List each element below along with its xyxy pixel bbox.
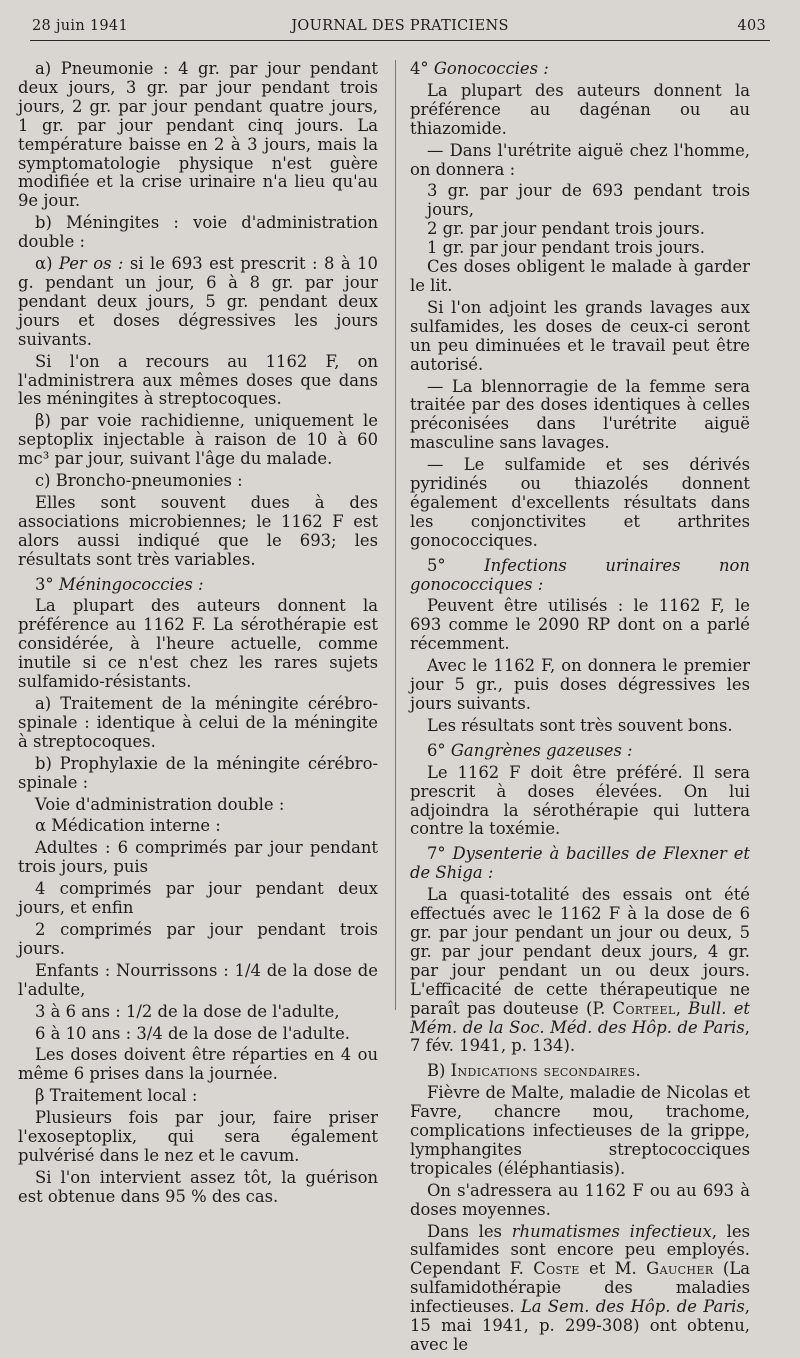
text-i: , 15 mai 1941, p. 299-308) ont obtenu, avec le <box>410 1297 750 1354</box>
text-c: , les sulfamides sont encore peu employés. Cependant F. <box>410 1221 750 1279</box>
citation-date: , 7 fév. 1941, p. 134). <box>410 1017 750 1056</box>
dose-line-3: 1 gr. par jour pendant trois jours. <box>427 238 705 258</box>
paragraph-lavages: Si l'on adjoint les grands lavages aux sulfamides, les doses de ceux-ci seront un peu diminuées et le travail peut être autorisé. <box>410 297 750 374</box>
paragraph-medication: α Médication interne : <box>35 816 221 836</box>
text-alpha: α) <box>35 254 59 274</box>
section-title: Infections urinaires non gonococciques : <box>410 555 750 594</box>
paragraph-4-comprimes: 4 comprimés par jour pendant deux jours, et enfin <box>18 879 378 918</box>
author-corteel: Corteel <box>612 998 676 1018</box>
section-number: 7° <box>427 844 453 864</box>
paragraph-garder-lit: Ces doses obligent le malade à garder le lit. <box>410 257 750 295</box>
paragraph-associations: Elles sont souvent dues à des associations microbiennes; le 1162 F est alors aussi indiqué que le 693; les résultats sont très variables. <box>18 492 378 569</box>
paragraph-rhumatismes <box>410 1223 750 1355</box>
paragraph-pneumonie: a) Pneumonie : 4 gr. par jour pendant deux jours, 3 gr. par jour pendant trois jours, 2 gr. par jour pendant quatre jours, 1 gr. par jour pendant cinq jours. La température baisse en 2 à 3 jours, mais la symptomatologie physique n'est guère modifiée et la crise urinaire n'a lieu qu'au 9e jour. <box>18 59 378 211</box>
paragraph-resultats: Les résultats sont très souvent bons. <box>427 715 733 735</box>
header-date: 28 juin 1941 <box>32 18 128 34</box>
paragraph-prophylaxie: b) Prophylaxie de la méningite cérébro-spinale : <box>18 753 378 792</box>
paragraph-preference: La plupart des auteurs donnent la préférence au 1162 F. La sérothérapie est considérée, à l'heure actuelle, comme inutile si ce n'est chez les rares sujets sulfamido-résistants. <box>18 596 378 692</box>
running-header <box>30 14 770 41</box>
paragraph-premier-jour: Avec le 1162 F, on donnera le premier jour 5 gr., puis doses dégressives les jours suivants. <box>410 656 750 713</box>
section-number: 3° <box>35 574 59 594</box>
left-column <box>18 60 378 1210</box>
column-divider <box>395 60 396 1010</box>
right-column <box>410 60 750 1358</box>
paragraph-serotherapie: Le 1162 F doit être préféré. Il sera prescrit à doses élevées. On lui adjoindra la sérothérapie qui luttera contre la toxémie. <box>410 762 750 839</box>
header-page-number: 403 <box>737 18 766 34</box>
section-number: 5° <box>427 555 485 575</box>
paragraph-meningites: b) Méningites : voie d'administration double : <box>18 213 378 252</box>
section-number: B) <box>427 1061 451 1081</box>
text-body: La quasi-totalité des essais ont été effectués avec le 1162 F à la dose de 6 gr. par jour pendant un jour ou deux, 5 gr. par jour pendant deux jours, 4 gr. par jour pendant un ou deux jours. L'efficacité de cette thérapeutique ne paraît pas douteuse (P. <box>410 885 750 1018</box>
section-heading-infections-urinaires <box>410 557 750 595</box>
section-heading-meningococcies <box>18 576 378 595</box>
paragraph-6-10-ans: 6 à 10 ans : 3/4 de la dose de l'adulte. <box>35 1023 350 1043</box>
author-gaucher: Gaucher <box>646 1259 714 1279</box>
section-number: 6° <box>427 740 451 760</box>
paragraph-enfants: Enfants : Nourrissons : 1/4 de la dose de l'adulte, <box>18 960 378 999</box>
paragraph-exoseptoplix: Plusieurs fois par jour, faire priser l'exoseptoplix, qui sera également pulvérisé dans le nez et le cavum. <box>18 1108 378 1165</box>
paragraph-3-6-ans: 3 à 6 ans : 1/2 de la dose de l'adulte, <box>35 1001 340 1021</box>
section-number: 4° <box>410 59 434 78</box>
paragraph-broncho: c) Broncho-pneumonies : <box>35 471 243 491</box>
paragraph-traitement: a) Traitement de la méningite cérébro-spinale : identique à celui de la méningite à streptocoques. <box>18 694 378 751</box>
section-heading-gangrenes <box>410 742 750 761</box>
dose-line-1: 3 gr. par jour de 693 pendant trois jours, <box>427 181 750 220</box>
section-heading-indications <box>410 1062 750 1081</box>
paragraph-dagenan: La plupart des auteurs donnent la préférence au dagénan ou au thiazomide. <box>410 80 750 138</box>
paragraph-fievre-malte: Fièvre de Malte, maladie de Nicolas et Favre, chancre mou, trachome, complications infectieuses de la grippe, lymphangites streptococciques tropicales (éléphantiasis). <box>410 1083 750 1178</box>
paragraph-quasi-totalite <box>410 886 750 1056</box>
section-heading-dysenterie <box>410 845 750 883</box>
text-per-os-body: si le 693 est prescrit : 8 à 10 g. pendant un jour, 6 à 8 gr. par jour pendant deux jours, 5 gr. pendant deux jours et doses dégressives les jours suivants. <box>18 254 378 349</box>
paragraph-1162f: Si l'on a recours au 1162 F, on l'administrera aux mêmes doses que dans les méningites à streptocoques. <box>18 351 378 409</box>
paragraph-voie: Voie d'administration double : <box>35 794 285 814</box>
paragraph-sulfamide: — Le sulfamide et ses dérivés pyridinés ou thiazolés donnent également d'excellents résultats dans les conjonctivites et arthrites gonococciques. <box>410 455 750 550</box>
paragraph-doses-moyennes: On s'adressera au 1162 F ou au 693 à doses moyennes. <box>410 1180 750 1219</box>
section-heading-gonococcies <box>410 60 750 79</box>
text-rhumatismes: rhumatismes infectieux <box>511 1221 712 1241</box>
paragraph-utilises: Peuvent être utilisés : le 1162 F, le 693 comme le 2090 RP dont on a parlé récemment. <box>410 596 750 654</box>
citation-journal: Bull. et Mém. de la Soc. Méd. des Hôp. de Paris <box>410 998 751 1037</box>
author-coste: Coste <box>533 1259 580 1279</box>
citation-sem-hop: La Sem. des Hôp. de Paris <box>520 1297 745 1317</box>
paragraph-blennorragie: — La blennorragie de la femme sera traitée par des doses identiques à celles préconisées dans l'urétrite aiguë masculine sans lavages. <box>410 376 750 453</box>
header-journal-title: JOURNAL DES PRATICIENS <box>291 18 509 34</box>
paragraph-traitement-local: β Traitement local : <box>35 1086 198 1106</box>
text-g: (La sulfamidothérapie des maladies infectieuses. <box>410 1259 750 1317</box>
text-a: Dans les <box>427 1221 512 1241</box>
section-title: Méningococcies : <box>58 574 204 594</box>
text-per-os: Per os : <box>58 254 124 274</box>
paragraph-2-comprimes: 2 comprimés par jour pendant trois jours. <box>18 919 378 958</box>
paragraph-per-os <box>18 255 378 350</box>
section-title: Gonococcies : <box>433 59 549 78</box>
paragraph-doses: Les doses doivent être réparties en 4 ou même 6 prises dans la journée. <box>18 1045 378 1084</box>
text-e: et M. <box>579 1259 647 1279</box>
section-title: Gangrènes gazeuses : <box>450 740 633 760</box>
section-title: Indications secondaires. <box>450 1061 642 1081</box>
paragraph-guerison: Si l'on intervient assez tôt, la guérison est obtenue dans 95 % des cas. <box>18 1167 378 1206</box>
paragraph-rachidienne: β) par voie rachidienne, uniquement le septoplix injectable à raison de 10 à 60 mc³ par jour, suivant l'âge du malade. <box>18 411 378 469</box>
text-sep: , <box>675 998 689 1018</box>
section-title: Dysenterie à bacilles de Flexner et de Shiga : <box>410 844 750 883</box>
paragraph-uretrite: — Dans l'urétrite aiguë chez l'homme, on donnera : <box>410 140 750 179</box>
paragraph-adultes: Adultes : 6 comprimés par jour pendant trois jours, puis <box>18 838 378 877</box>
dose-line-2: 2 gr. par jour pendant trois jours. <box>427 219 705 239</box>
